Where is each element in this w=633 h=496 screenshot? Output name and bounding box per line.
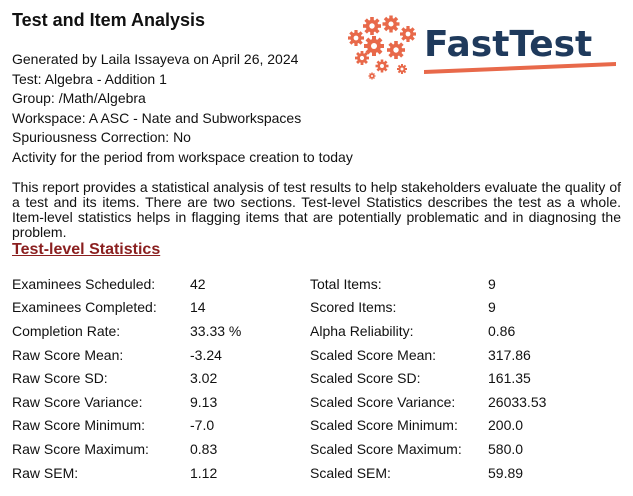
stat-value: 26033.53 bbox=[488, 393, 547, 410]
stat-value: 42 bbox=[190, 275, 206, 292]
stat-value: 317.86 bbox=[488, 346, 531, 363]
stat-value: 0.86 bbox=[488, 322, 516, 339]
stat-label: Completion Rate: bbox=[12, 322, 121, 339]
stat-label: Examinees Completed: bbox=[12, 299, 157, 316]
logo-wordmark: FastTest bbox=[424, 24, 593, 65]
stat-label: Examinees Scheduled: bbox=[12, 275, 156, 292]
stats-row bbox=[12, 296, 598, 320]
stat-label: Scaled Score Maximum: bbox=[310, 440, 462, 457]
report-intro: This report provides a statistical analysis of test results to help stakeholders evaluate the quality of a test and its items. There are two sections. Test-level Statistics describes the test as a whole. Item-level statistics helps in flagging items that are potentially problematic and in diagnosing the problem. bbox=[12, 179, 621, 240]
stats-row bbox=[12, 272, 598, 296]
stats-row bbox=[12, 414, 598, 438]
stat-label: Raw Score Maximum: bbox=[12, 440, 149, 457]
test-level-statistics-heading[interactable]: Test-level Statistics bbox=[12, 241, 161, 258]
test-level-statistics-table bbox=[12, 272, 598, 484]
stat-value: 59.89 bbox=[488, 464, 524, 481]
stat-label: Scaled Score SD: bbox=[310, 370, 421, 387]
stat-value: 161.35 bbox=[488, 370, 531, 387]
stat-label: Scored Items: bbox=[310, 299, 397, 316]
stats-row bbox=[12, 437, 598, 461]
stats-row bbox=[12, 366, 598, 390]
meta-generated-by: Generated by Laila Issayeva on April 26, 2024 bbox=[12, 51, 299, 67]
meta-test: Test: Algebra - Addition 1 bbox=[12, 70, 167, 87]
meta-group: Group: /Math/Algebra bbox=[12, 90, 146, 107]
stats-row bbox=[12, 319, 598, 343]
gear-cluster-icon bbox=[348, 16, 416, 80]
stat-label: Raw SEM: bbox=[12, 464, 79, 481]
stats-row bbox=[12, 461, 598, 485]
stat-value: 33.33 % bbox=[190, 322, 242, 339]
fasttest-logo bbox=[344, 14, 624, 84]
stat-value: 9.13 bbox=[190, 393, 218, 410]
stat-label: Raw Score Variance: bbox=[12, 393, 143, 410]
report-title: Test and Item Analysis bbox=[12, 10, 206, 30]
report-meta bbox=[12, 50, 353, 168]
stat-label: Total Items: bbox=[310, 275, 382, 292]
stat-label: Scaled Score Minimum: bbox=[310, 417, 458, 434]
stat-value: -3.24 bbox=[190, 346, 222, 363]
stat-value: 580.0 bbox=[488, 440, 524, 457]
stat-value: 9 bbox=[488, 299, 496, 316]
meta-workspace: Workspace: A ASC - Nate and Subworkspaces bbox=[12, 109, 302, 126]
meta-spuriousness-correction: Spuriousness Correction: No bbox=[12, 129, 191, 146]
stat-label: Scaled SEM: bbox=[310, 464, 391, 481]
stat-value: 0.83 bbox=[190, 440, 218, 457]
stat-label: Scaled Score Mean: bbox=[310, 346, 437, 363]
stat-label: Alpha Reliability: bbox=[310, 322, 414, 339]
stat-value: -7.0 bbox=[190, 417, 215, 434]
stat-value: 14 bbox=[190, 299, 206, 316]
stat-label: Raw Score Minimum: bbox=[12, 417, 146, 434]
stat-label: Scaled Score Variance: bbox=[310, 393, 456, 410]
stat-value: 3.02 bbox=[190, 370, 218, 387]
stats-row bbox=[12, 390, 598, 414]
meta-activity-period: Activity for the period from workspace creation to today bbox=[12, 148, 353, 165]
stats-row bbox=[12, 343, 598, 367]
stat-label: Raw Score SD: bbox=[12, 370, 108, 387]
stat-value: 9 bbox=[488, 275, 496, 292]
stat-value: 1.12 bbox=[190, 464, 218, 481]
stat-label: Raw Score Mean: bbox=[12, 346, 124, 363]
stat-value: 200.0 bbox=[488, 417, 524, 434]
